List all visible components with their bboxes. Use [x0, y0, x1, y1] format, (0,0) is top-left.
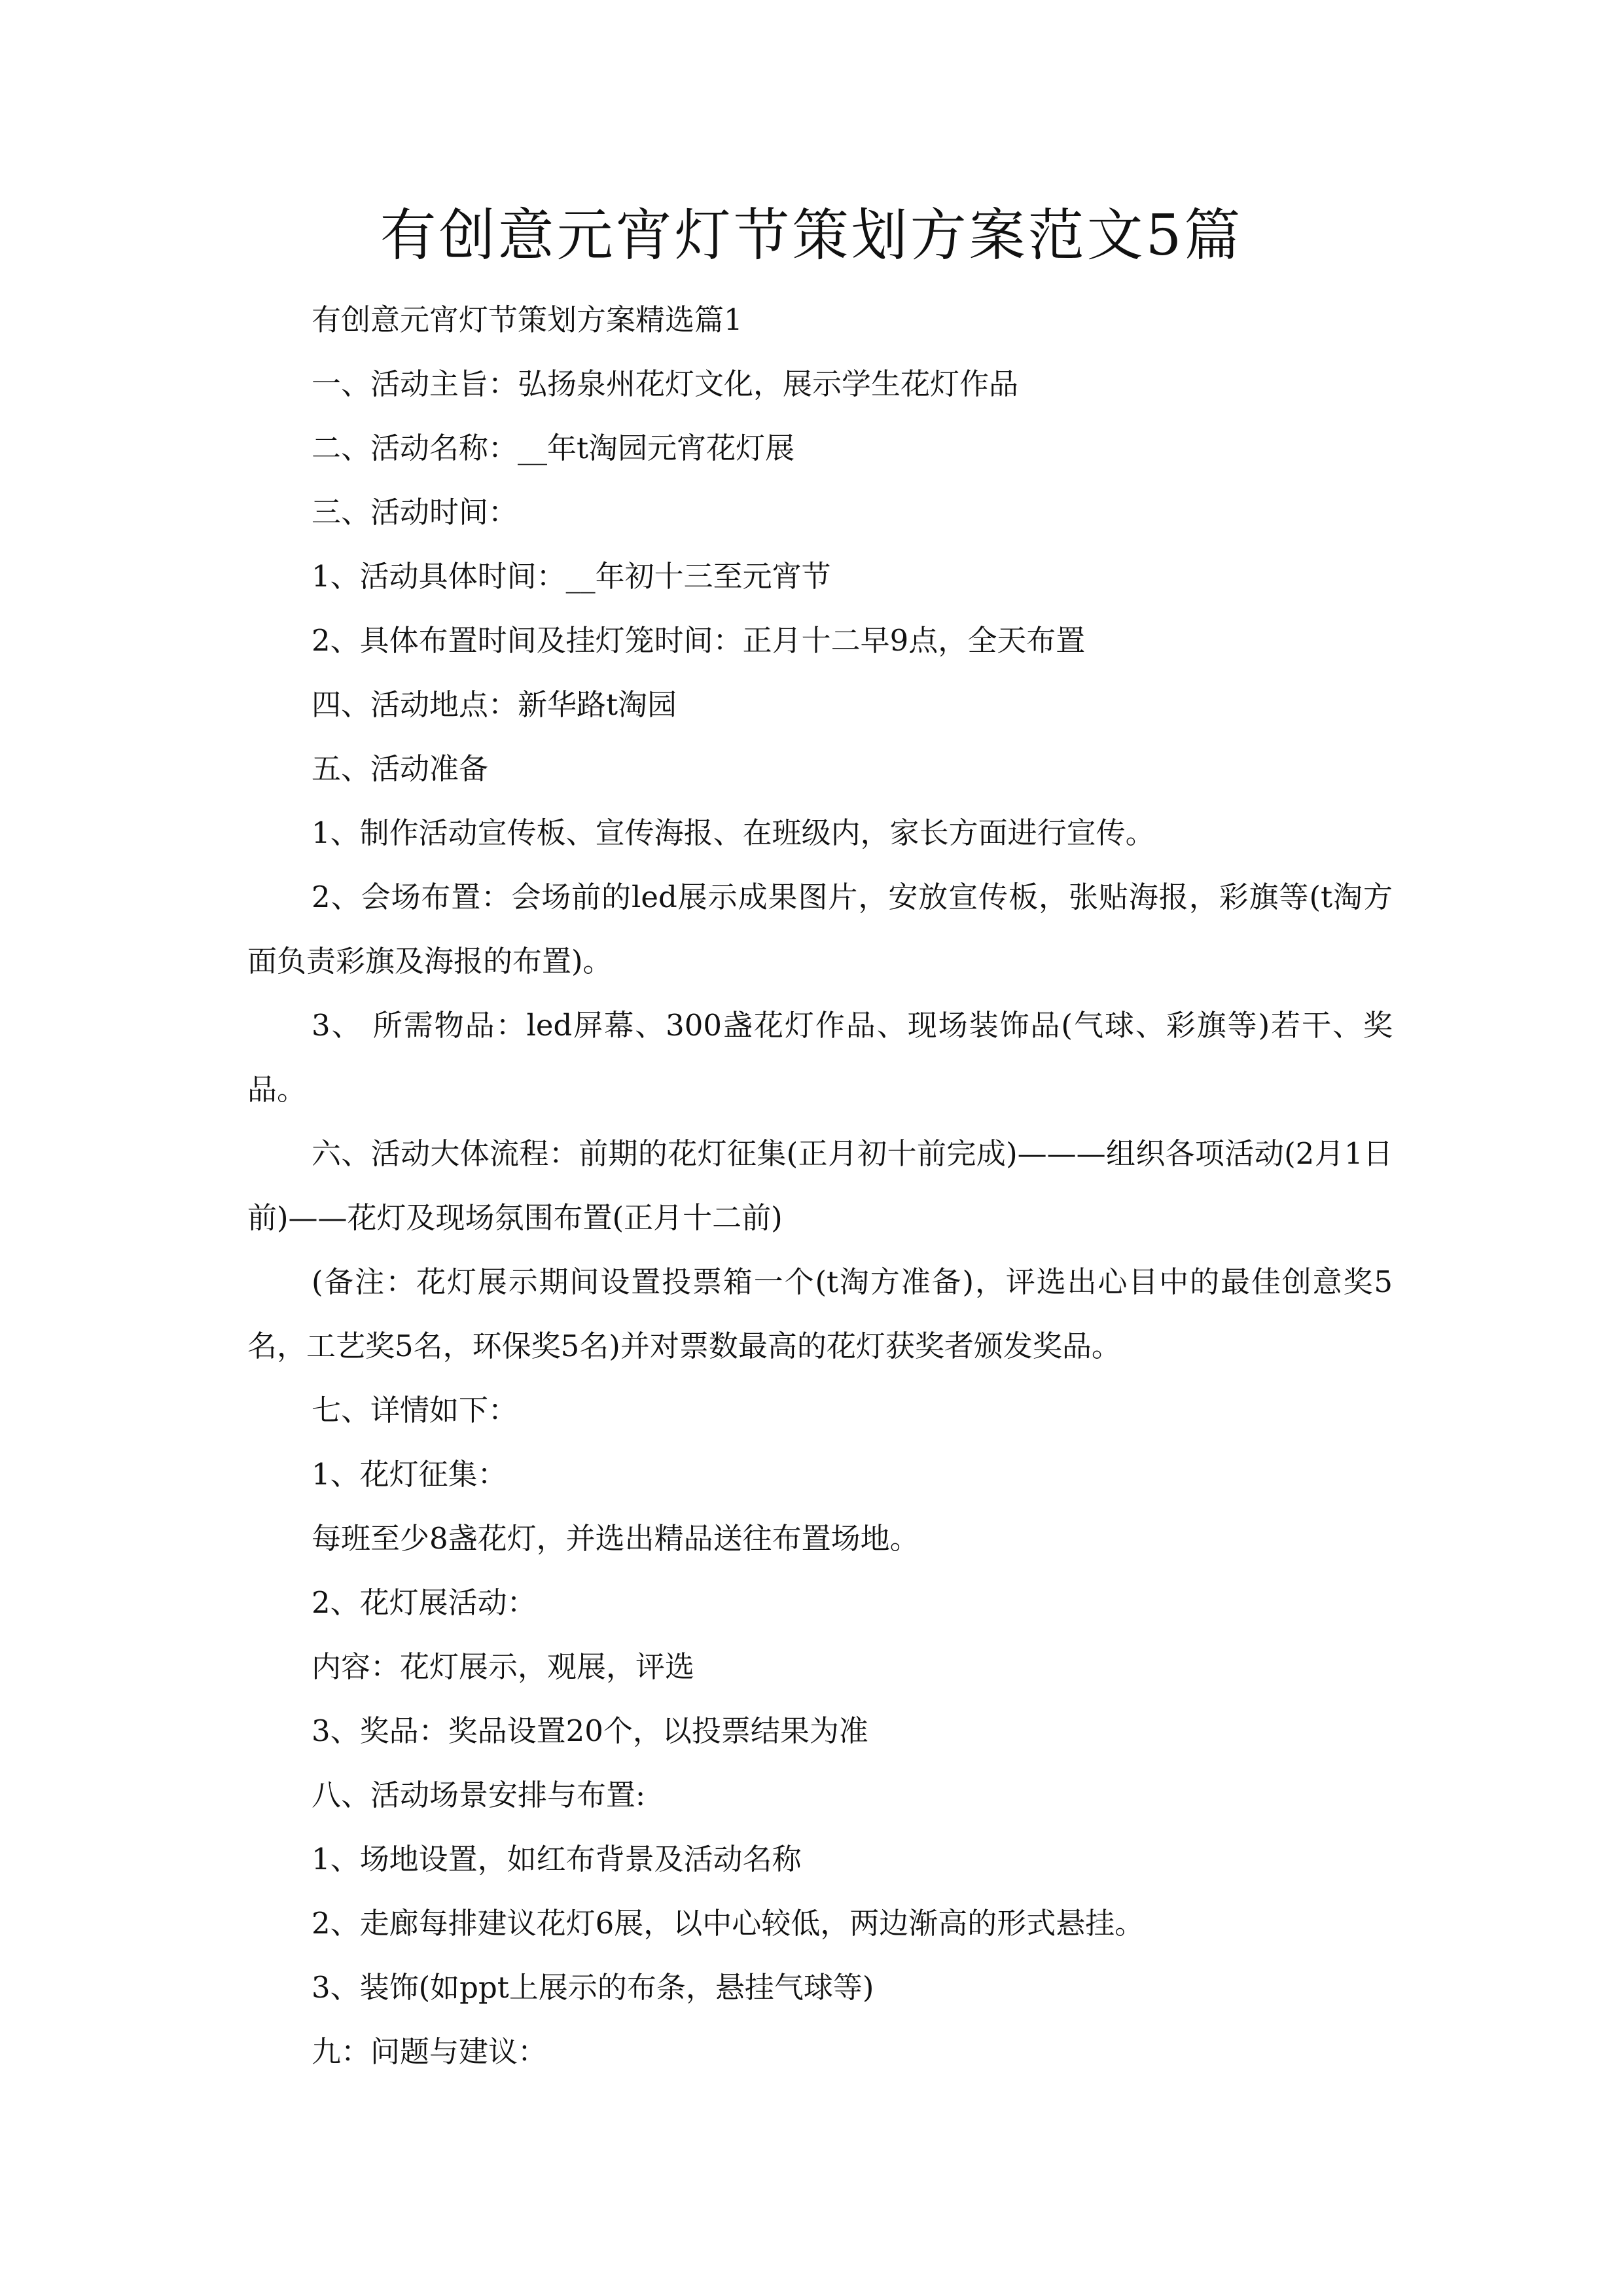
section-heading: 有创意元宵灯节策划方案精选篇1	[312, 302, 743, 337]
paragraph: 2、具体布置时间及挂灯笼时间：正月十二早9点，全天布置	[312, 623, 1086, 658]
paragraph: 2、会场布置：会场前的led展示成果图片，安放宣传板，张贴海报，彩旗等(t淘方面负责彩旗及海报的布置)。	[247, 880, 1393, 978]
paragraph: 1、场地设置，如红布背景及活动名称	[312, 1842, 802, 1876]
paragraph: (备注：花灯展示期间设置投票箱一个(t淘方准备)，评选出心目中的最佳创意奖5名，工艺奖5名，环保奖5名)并对票数最高的花灯获奖者颁发奖品。	[247, 1265, 1393, 1363]
paragraph: 四、活动地点：新华路t淘园	[312, 687, 677, 722]
paragraph: 一、活动主旨：弘扬泉州花灯文化，展示学生花灯作品	[312, 367, 1019, 401]
document-title: 有创意元宵灯节策划方案范文5篇	[380, 203, 1243, 268]
paragraph: 3、装饰(如ppt上展示的布条，悬挂气球等)	[312, 1970, 874, 2005]
paragraph: 2、花灯展活动：	[312, 1585, 537, 1620]
paragraph: 1、制作活动宣传板、宣传海报、在班级内，家长方面进行宣传。	[312, 816, 1155, 850]
document-body	[247, 288, 1393, 2084]
paragraph: 3、 所需物品：led屏幕、300盏花灯作品、现场装饰品(气球、彩旗等)若干、奖品。	[247, 1008, 1393, 1107]
paragraph: 五、活动准备	[312, 751, 489, 786]
paragraph: 1、花灯征集：	[312, 1457, 507, 1492]
paragraph: 六、活动大体流程：前期的花灯征集(正月初十前完成)———组织各项活动(2月1日前)——花灯及现场氛围布置(正月十二前)	[247, 1136, 1393, 1235]
paragraph: 1、活动具体时间：__年初十三至元宵节	[312, 559, 831, 594]
paragraph: 每班至少8盏花灯，并选出精品送往布置场地。	[312, 1521, 919, 1556]
paragraph: 三、活动时间：	[312, 495, 518, 529]
paragraph: 2、走廊每排建议花灯6展，以中心较低，两边渐高的形式悬挂。	[312, 1906, 1145, 1941]
paragraph: 二、活动名称：__年t淘园元宵花灯展	[312, 431, 795, 465]
paragraph: 内容：花灯展示，观展，评选	[312, 1649, 695, 1684]
paragraph: 八、活动场景安排与布置:	[312, 1778, 646, 1812]
paragraph: 九：问题与建议：	[312, 2034, 548, 2069]
paragraph: 七、详情如下：	[312, 1393, 518, 1427]
paragraph: 3、奖品：奖品设置20个，以投票结果为准	[312, 1713, 868, 1748]
